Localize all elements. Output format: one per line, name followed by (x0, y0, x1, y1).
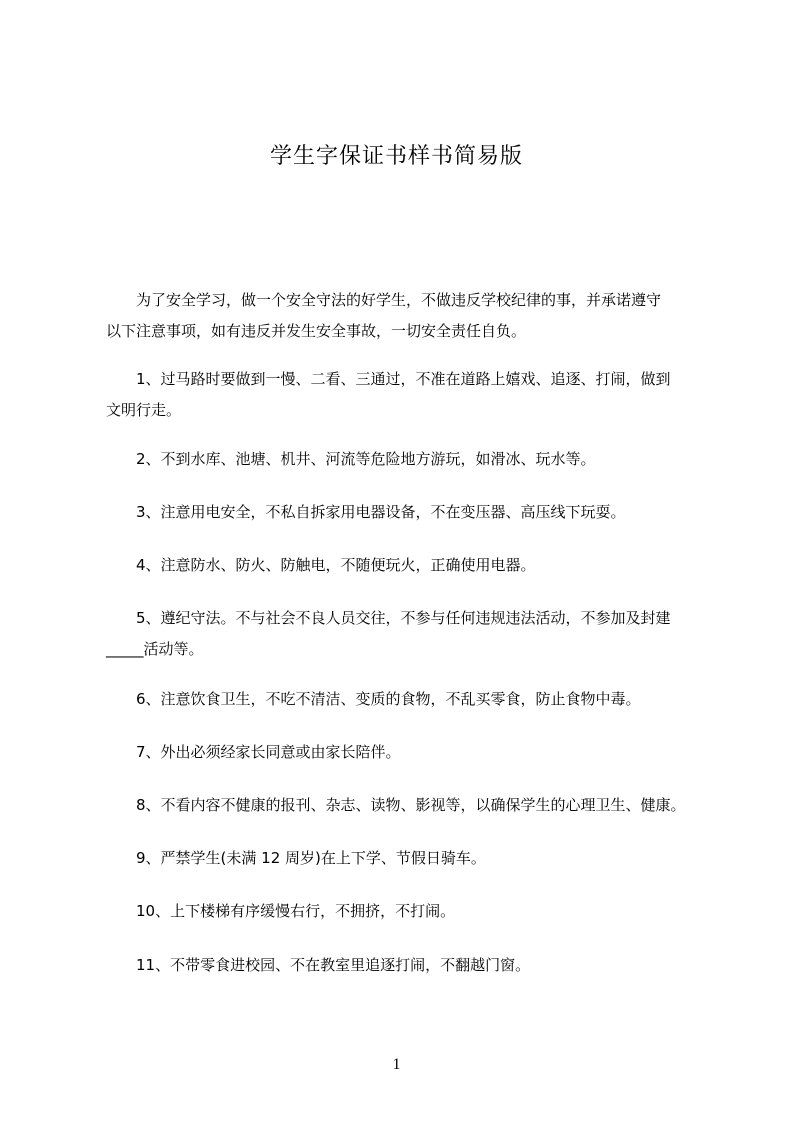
paragraph-line: 6、注意饮食卫生，不吃不清洁、变质的食物，不乱买零食，防止食物中毒。 (106, 690, 641, 708)
list-item-3 (106, 497, 718, 528)
paragraph-line: 以下注意事项，如有违反并发生安全事故，一切安全责任自负。 (106, 322, 527, 340)
paragraph-line: 4、注意防水、防火、防触电，不随便玩火，正确使用电器。 (106, 556, 536, 574)
paragraph-line: 为了安全学习，做一个安全守法的好学生，不做违反学校纪律的事，并承诺遵守 (106, 291, 662, 309)
paragraph-line: 8、不看内容不健康的报刊、杂志、读物、影视等，以确保学生的心理卫生、健康。 (106, 796, 686, 814)
list-item-10 (106, 896, 718, 927)
list-item-4 (106, 550, 718, 581)
list-item-5 (106, 603, 718, 665)
list-item-8 (106, 790, 718, 821)
paragraph-line: 2、不到水库、池塘、机井、河流等危险地方游玩，如滑冰、玩水等。 (106, 450, 596, 468)
paragraph-line: 5、遵纪守法。不与社会不良人员交往，不参与任何违规违法活动，不参加及封建 (106, 609, 671, 627)
list-item-7 (106, 737, 718, 768)
intro-paragraph (106, 285, 718, 347)
list-item-6 (106, 684, 718, 715)
paragraph-line: 1、过马路时要做到一慢、二看、三通过，不准在道路上嬉戏、追逐、打闹，做到 (106, 370, 671, 388)
page-number: 1 (392, 1056, 401, 1073)
paragraph-line: 9、严禁学生(未满 12 周岁)在上下学、节假日骑车。 (106, 849, 486, 867)
paragraph-line: 7、外出必须经家长同意或由家长陪伴。 (106, 743, 401, 761)
list-item-2 (106, 444, 718, 475)
list-item-11 (106, 950, 718, 981)
paragraph-line: 11、不带零食进校园、不在教室里追逐打闹，不翻越门窗。 (106, 956, 531, 974)
paragraph-line: 3、注意用电安全，不私自拆家用电器设备，不在变压器、高压线下玩耍。 (106, 503, 626, 521)
list-item-1 (106, 364, 718, 426)
document-title: 学生字保证书样书简易版 (269, 144, 523, 169)
paragraph-line: _____活动等。 (106, 640, 204, 658)
list-item-9 (106, 843, 718, 874)
paragraph-line: 文明行走。 (106, 401, 182, 419)
paragraph-line: 10、上下楼梯有序缓慢右行，不拥挤，不打闹。 (106, 902, 456, 920)
